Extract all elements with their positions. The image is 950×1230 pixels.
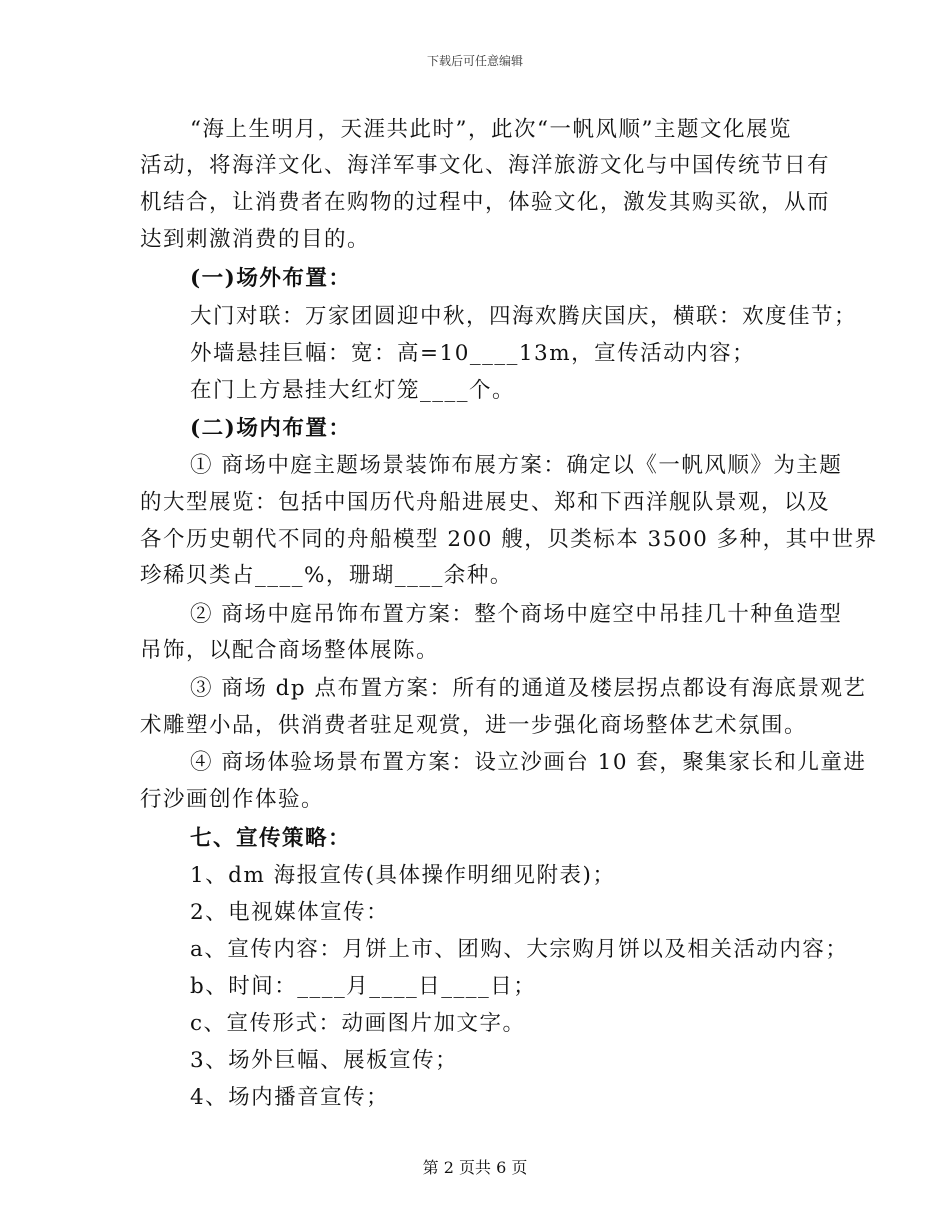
paragraph-line: 活动，将海洋文化、海洋军事文化、海洋旅游文化与中国传统节日有 bbox=[140, 153, 831, 178]
paragraph-line: ② 商场中庭吊饰布置方案：整个商场中庭空中吊挂几十种鱼造型 bbox=[190, 602, 843, 627]
list-item: 1、dm 海报宣传(具体操作明细见附表)； bbox=[190, 863, 616, 888]
paragraph-line: 各个历史朝代不同的舟船模型 200 艘，贝类标本 3500 多种，其中世界 bbox=[140, 527, 878, 552]
paragraph-line: 的大型展览：包括中国历代舟船进展史、郑和下西洋舰队景观，以及 bbox=[140, 490, 831, 515]
paragraph-line: 吊饰，以配合商场整体展陈。 bbox=[140, 638, 440, 663]
list-item: 2、电视媒体宣传： bbox=[190, 900, 390, 925]
paragraph-line: 外墙悬挂巨幅：宽：高=10____13m，宣传活动内容； bbox=[190, 341, 756, 366]
paragraph-line: ④ 商场体验场景布置方案：设立沙画台 10 套，聚集家长和儿童进 bbox=[190, 750, 867, 775]
list-item: 4、场内播音宣传； bbox=[190, 1085, 390, 1110]
list-item: b、时间：____月____日____日； bbox=[190, 974, 537, 999]
paragraph-line: 机结合，让消费者在购物的过程中，体验文化，激发其购买欲，从而 bbox=[140, 190, 831, 215]
list-item: c、宣传形式：动画图片加文字。 bbox=[190, 1011, 526, 1036]
section-heading-indoor: (二)场内布置： bbox=[190, 416, 352, 441]
paragraph-line: “海上生明月，天涯共此时”，此次“一帆风顺”主题文化展览 bbox=[190, 117, 792, 142]
paragraph-line: 在门上方悬挂大红灯笼____个。 bbox=[190, 378, 516, 403]
list-item: a、宣传内容：月饼上市、团购、大宗购月饼以及相关活动内容； bbox=[190, 937, 849, 962]
paragraph-line: 大门对联：万家团圆迎中秋，四海欢腾庆国庆，横联：欢度佳节； bbox=[190, 304, 858, 329]
paragraph-line: 达到刺激消费的目的。 bbox=[140, 227, 371, 252]
page-number-footer: 第 2 页共 6 页 bbox=[422, 1158, 528, 1177]
paragraph-line: 珍稀贝类占____%，珊瑚____余种。 bbox=[140, 563, 513, 588]
paragraph-line: 术雕塑小品，供消费者驻足观赏，进一步强化商场整体艺术氛围。 bbox=[140, 713, 808, 738]
section-heading-publicity: 七、宣传策略： bbox=[190, 826, 352, 851]
list-item: 3、场外巨幅、展板宣传； bbox=[190, 1048, 459, 1073]
paragraph-line: ① 商场中庭主题场景装饰布展方案：确定以《一帆风顺》为主题 bbox=[190, 453, 843, 478]
paragraph-line: ③ 商场 dp 点布置方案：所有的通道及楼层拐点都设有海底景观艺 bbox=[190, 676, 867, 701]
paragraph-line: 行沙画创作体验。 bbox=[140, 787, 325, 812]
section-heading-outdoor: (一)场外布置： bbox=[190, 266, 352, 291]
page-header: 下载后可任意编辑 bbox=[426, 54, 523, 68]
